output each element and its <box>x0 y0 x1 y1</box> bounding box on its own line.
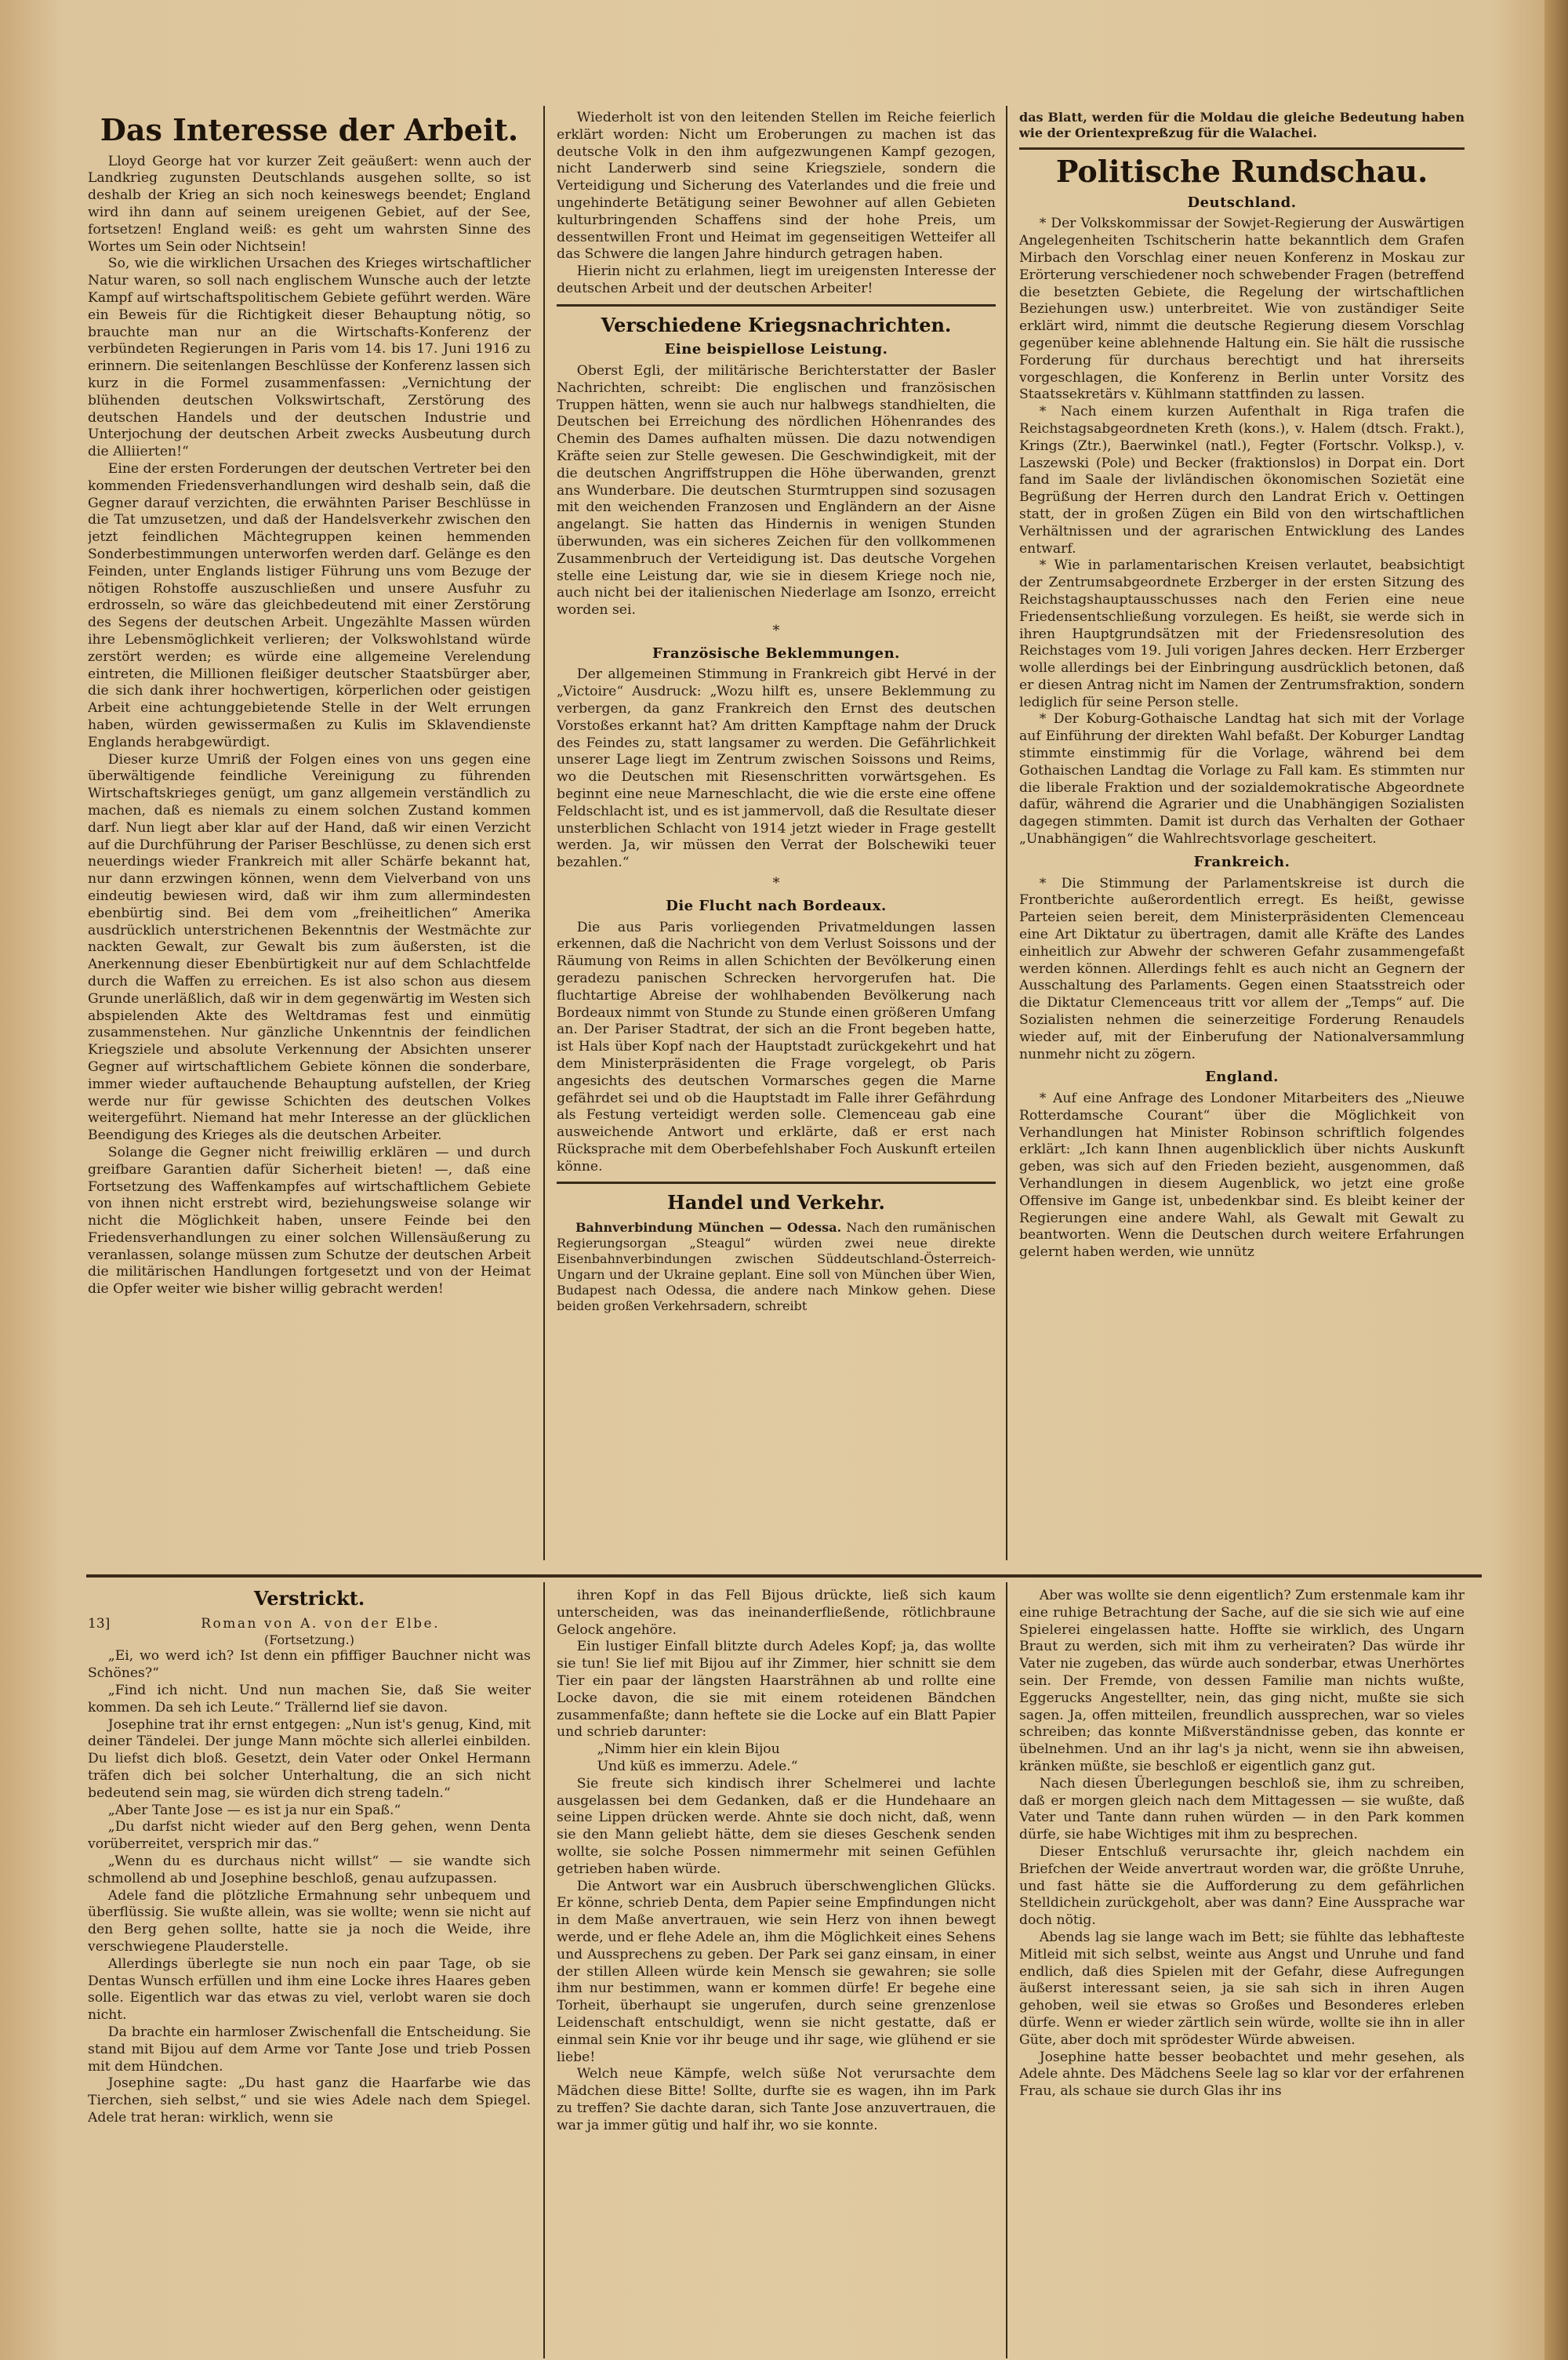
serial-number: 13] <box>88 1615 111 1632</box>
serial-paragraph: Dieser Entschluß verursachte ihr, gleich nachdem ein Briefchen der Weide anvertraut worden war, die größte Unruhe, und fast hätte sie die Aufforderung zu dem gefährlichen Stelldichein zurückgeholt, aber was dann? Eine Aussprache war doch nötig. <box>1019 1843 1465 1929</box>
feuilleton-separator <box>86 1574 1482 1578</box>
section-title-handel: Handel und Verkehr. <box>667 1191 885 1214</box>
column-divider-1 <box>543 106 545 1560</box>
news-item: * Der Volkskommissar der Sowjet-Regierung der Auswärtigen Angelegenheiten Tschitscherin hatte bekanntlich dem Grafen Mirbach den Vorschlag einer neuen Konferenz in Moskau zur Erörterung verschiedener noch schwebender Fragen (betreffend die besetzten Gebiete, die Regelung der wirtschaftlichen Beziehungen usw.) unterbreitet. Wie von zuständiger Seite erklärt wird, nimmt die deutsche Regierung diesem Vorschlag gegenüber keine ablehnende Haltung ein. Sie hält die russische Forderung für durchaus berechtigt und hat ihrerseits vorgeschlagen, die Konferenz in Berlin unter Vorsitz des Staatssekretärs v. Kühlmann stattfinden zu lassen. <box>1019 216 1465 403</box>
serial-paragraph: „Aber Tante Jose — es ist ja nur ein Spaß.“ <box>107 1802 401 1818</box>
serial-paragraph: Adele fand die plötzliche Ermahnung sehr unbequem und überflüssig. Sie wußte allein, was sie wollte; wenn sie nicht auf den Berg gehen sollte, hatte sie ja noch die Weide, ihre verschwiegene Plauderstelle. <box>88 1887 531 1955</box>
news-england <box>1019 1091 1465 1262</box>
news-item: * Auf eine Anfrage des Londoner Mitarbeiters des „Nieuwe Rotterdamsche Courant“ über die Möglichkeit von Verhandlungen hat Minister Robinson schriftlich folgendes erklärt: „Ich kann Ihnen augenblicklich über nichts Auskunft geben, was sich auf den Frieden bezieht, ausgenommen, daß Verhandlungen in diesem Augenblick, wo jetzt eine große Offensive im Gange ist, unbedenkbar sind. Es bleibt keiner der Regierungen eine andere Wahl, als Gewalt mit Gewalt zu beantworten. Wenn die Deutschen durch weitere Erfahrungen gelernt haben werden, wie unnütz <box>1019 1091 1465 1261</box>
trade-continuation: das Blatt, werden für die Moldau die gleiche Bedeutung haben wie der Orientexpreßzug für die Walachei. <box>1019 110 1465 140</box>
serial-paragraph: ihren Kopf in das Fell Bijous drückte, ließ sich kaum unterscheiden, was das ineinanderfließende, rötlichbraune Gelock angehöre. <box>557 1588 996 1638</box>
serial-paragraph: Sie freute sich kindisch ihrer Schelmerei und lachte ausgelassen bei dem Gedanken, daß er die Hundehaare an seine Lippen drücken werde. Ahnte sie doch nicht, daß, wenn sie den Mann geliebt hätte, dem sie dieses Geschenk senden wollte, sie solche Possen nimmermehr mit seinen Gefühlen getrieben haben würde. <box>557 1775 996 1877</box>
article-title-interesse: Das Interesse der Arbeit. <box>100 112 519 147</box>
serial-column-2 <box>557 1588 996 2352</box>
serial-text-1 <box>88 1648 531 2126</box>
serial-paragraph: „Du darfst nicht wieder auf den Berg gehen, wenn Denta vorüberreitet, versprich mir das.“ <box>88 1819 531 1853</box>
separator-star: * <box>772 875 780 892</box>
serial-paragraph: „Wenn du es durchaus nicht willst“ — sie wandte sich schmollend ab und Josephine beschloß, genau aufzupassen. <box>88 1853 531 1886</box>
serial-byline: Roman von A. von der Elbe. <box>201 1615 441 1632</box>
news-item: * Der Koburg-Gothaische Landtag hat sich mit der Vorlage auf Einführung der direkten Wahl befaßt. Der Koburger Landtag stimmte einstimmig für die Vorlage, während bei dem Gothaischen Landtag die Vorlage zu Fall kam. Es stimmten nur die liberale Fraktion und der sozialdemokratische Abgeordnete dafür, während die Agrarier und die Unabhängigen Sozialisten dagegen stimmten. Damit ist durch das Verhalten der Gothaer „Unabhängigen“ die Wahlrechtsvorlage gescheitert. <box>1019 711 1465 848</box>
serial-column-3 <box>1019 1588 1465 2352</box>
country-head-frankreich: Frankreich. <box>1193 853 1290 870</box>
serial-paragraph: Abends lag sie lange wach im Bett; sie fühlte das lebhafteste Mitleid mit sich selbst, weinte aus Angst und Unruhe und fand endlich, daß dies Spielen mit der Gefahr, diese Aufregungen äußerst interessant seien, ja sie sah sich in ihren Augen gehoben, weil sie etwas so Großes und Besonderes erleben dürfe. Wenn er wieder zärtlich sein würde, wollte sie ihn in aller Güte, aber doch mit sprödester Würde abweisen. <box>1019 1929 1465 2048</box>
serial-paragraph: Josephine sagte: „Du hast ganz die Haarfarbe wie das Tierchen, sieh selbst,“ und sie wies Adele nach dem Spiegel. Adele trat heran: wirklich, wenn sie <box>88 2075 531 2126</box>
serial-divider-1 <box>543 1582 545 2358</box>
trade-subhead: Bahnverbindung München — Odessa. <box>575 1220 842 1236</box>
serial-text-2 <box>557 1588 996 2135</box>
paragraph: Hierin nicht zu erlahmen, liegt im ureigensten Interesse der deutschen Arbeit und der deutschen Arbeiter! <box>557 263 996 296</box>
column-3 <box>1019 110 1465 1568</box>
serial-paragraph: Da brachte ein harmloser Zwischenfall die Entscheidung. Sie stand mit Bijou auf dem Arme vor Tante Jose und trieb Possen mit dem Hündchen. <box>88 2024 531 2075</box>
paragraph: So, wie die wirklichen Ursachen des Krieges wirtschaftlicher Natur waren, so soll nach englischem Wunsche auch der letzte Kampf auf wirtschaftspolitischem Gebiete geführt werden. Wäre ein Beweis für die Richtigkeit dieser Behauptung nötig, so brauchte man nur an die Wirtschafts-Konferenz der verbündeten Regierungen in Paris vom 14. bis 17. Juni 1916 zu erinnern. Die seitenlangen Beschlüsse der Konferenz lassen sich kurz in die Formel zusammenfassen: „Vernichtung der blühenden deutschen Volkswirtschaft, Zerstörung des deutschen Handels und der deutschen Industrie und Unterjochung der deutschen Arbeit zwecks Ausbeutung durch die Alliierten!“ <box>88 256 531 460</box>
serial-title: Verstrickt. <box>253 1588 365 1610</box>
paragraph: Lloyd George hat vor kurzer Zeit geäußert: wenn auch der Landkrieg zugunsten Deutschlands ausgehen sollte, so ist deshalb der Krieg an sich noch keineswegs beendet; England wird ihn dann auf seinem ureigenen Gebiet, auf der See, fortsetzen! England weiß: es geht um wahrsten Sinne des Wortes um Sein oder Nichtsein! <box>88 153 531 255</box>
section-rule <box>557 1182 996 1184</box>
serial-paragraph: Josephine hatte besser beobachtet und mehr gesehen, als Adele ahnte. Des Mädchens Seele lag so klar vor der erfahrenen Frau, als schaue sie durch Glas ihr ins <box>1019 2049 1465 2100</box>
serial-paragraph: Welch neue Kämpfe, welch süße Not verursachte dem Mädchen diese Bitte! Sollte, durfte sie es wagen, ihn im Park zu treffen? Sie dachte daran, sich Tante Jose anzuvertrauen, die war ja immer gütig und half ihr, wo sie konnte. <box>557 2066 996 2133</box>
serial-paragraph: Die Antwort war ein Ausbruch überschwenglichen Glücks. Er könne, schrieb Denta, dem Papier seine Empfindungen nicht in dem Maße anvertrauen, wie sein Herz von ihnen bewegt werde, und er flehe Adele an, ihm die Möglichkeit eines Sehens und Aussprechens zu geben. Der Park sei ganz einsam, in einer der stillen Alleen würde kein Mensch sie gewahren; sie solle ihm nur bestimmen, wann er kommen dürfe! Er begehe eine Torheit, überhaupt sie ungerufen, durch seine grenzenlose Leidenschaft entschuldigt, wenn sie nicht gestatte, daß er einmal sein Knie vor ihr beuge und ihr sage, wie glühend er sie liebe! <box>557 1878 996 2065</box>
serial-column-1 <box>88 1588 531 2352</box>
country-head-england: England. <box>1205 1069 1279 1086</box>
subhead-bordeaux: Die Flucht nach Bordeaux. <box>666 897 887 914</box>
serial-paragraph: Nach diesen Überlegungen beschloß sie, ihm zu schreiben, daß er morgen gleich nach dem Mittagessen — sie wußte, daß Vater und Tante dann ruhen würden — in den Park kommen dürfe, sie habe Wichtiges mit ihm zu besprechen. <box>1019 1775 1465 1843</box>
trade-text: Nach den rumänischen Regierungsorgan „Steagul“ würden zwei neue direkte Eisenbahnverbindungen zwischen Süddeutschland-Österreich-Ungarn und der Ukraine geplant. Eine soll von München über Wien, Budapest nach Odessa, die andere nach Minkow gehen. Diese beiden großen Verkehrsadern, schreibt <box>557 1220 996 1314</box>
article-continuation <box>557 110 996 298</box>
serial-byline-row <box>88 1616 531 1633</box>
news-frankreich <box>1019 876 1465 1064</box>
text-bordeaux: Die aus Paris vorliegenden Privatmeldungen lassen erkennen, daß die Nachricht von dem Verlust Soissons und der Räumung von Reims in allen Schichten der Bevölkerung einen geradezu panischen Schrecken hervorgerufen hat. Die fluchtartige Abreise der wohlhabenden Bevölkerung nach Bordeaux nimmt von Stunde zu Stunde einen größeren Umfang an. Der Pariser Stadtrat, der sich an die Front begeben hatte, ist Hals über Kopf nach der Hauptstadt zurückgekehrt und hat dem Ministerpräsidenten die Frage vorgelegt, ob Paris angesichts des deutschen Vormarsches gegen die Marne gefährdet sei und ob die Hauptstadt im Falle ihrer Gefährdung als Festung verteidigt werden solle. Clemenceau gab eine ausweichende Antwort und erklärte, daß er erst nach Rücksprache mit dem Oberbefehlshaber Foch Auskunft erteilen könne. <box>557 919 996 1175</box>
serial-paragraph: „Ei, wo werd ich? Ist denn ein pfiffiger Bauchner nicht was Schönes?“ <box>88 1648 531 1682</box>
news-item: * Die Stimmung der Parlamentskreise ist durch die Frontberichte außerordentlich erregt. Es heißt, gewisse Parteien seien bereit, dem Ministerpräsidenten Clemenceau eine Art Diktatur zu übertragen, damit alle Kräfte des Landes einheitlich zur Abwehr der schweren Gefahr zusammengefaßt werden können. Allerdings fehlt es auch nicht an Gegnern der Ausschaltung des Parlaments. Gegen einen Staatsstreich oder die Diktatur Clemenceaus tritt vor allem der „Temps“ auf. Die Sozialisten nehmen die seinerzeitige Forderung Renaudels wieder auf, mit der Einberufung der Nationalversammlung nunmehr nicht zu zögern. <box>1019 875 1465 1062</box>
serial-paragraph: Allerdings überlegte sie nun noch ein paar Tage, ob sie Dentas Wunsch erfüllen und ihm eine Locke ihres Haares geben solle. Eigentlich war das etwas zu viel, verlobt waren sie doch nicht. <box>88 1955 531 2024</box>
country-head-deutschland: Deutschland. <box>1187 194 1297 211</box>
news-item: * Wie in parlamentarischen Kreisen verlautet, beabsichtigt der Zentrumsabgeordnete Erzberger in der ersten Sitzung des Reichstagshauptausschusses nach den Ferien eine neue Friedensentschließung vorzulegen. Es heißt, sie werde sich in ihren Hauptgrundsätzen mit der Friedensresolution des Reichstages vom 19. Juli vorigen Jahres decken. Herr Erzberger wolle allerdings bei der Einbringung ausdrücklich betonen, daß er diesen Antrag nicht im Namen der Zentrumsfraktion, sondern lediglich für seine Person stelle. <box>1019 557 1465 710</box>
section-rule <box>557 304 996 307</box>
article-body-interesse <box>88 154 531 1298</box>
section-title-kriegsnachrichten: Verschiedene Kriegsnachrichten. <box>601 313 952 336</box>
paragraph: Dieser kurze Umriß der Folgen eines von uns gegen eine überwältigende feindliche Vereinigung zu führenden Wirtschaftskrieges genügt, um ganz allgemein verständlich zu machen, daß es niemals zu einem solchen Zustand kommen darf. Nun liegt aber klar auf der Hand, daß wir einen Verzicht auf die Durchführung der Pariser Beschlüsse, zu denen sich erst neuerdings wieder Frankreich mit aller Schärfe bekannt hat, nur dann erzwingen können, wenn dem Vielverband von uns eindeutig bewiesen wird, daß wir ihm zum allermindesten ebenbürtig sind. Bei dem vom „freiheitlichen“ Amerika ausdrücklich unterstrichenen Bekenntnis der Westmächte zur nackten Gewalt, zur Gewalt bis zum äußersten, ist die Anerkennung dieser Ebenbürtigkeit nur auf dem Schlachtfelde durch die Waffen zu erreichen. Es ist also schon aus diesem Grunde unerläßlich, daß wir in dem gegenwärtig im Westen sich abspielenden Akte des Weltdramas fest und einmütig zusammenstehen. Nur gänzliche Unkenntnis der feindlichen Kriegsziele und absolute Verkennung der Absichten unserer Gegner auf wirtschaftlichem Gebiete können die sonderbare, immer wieder auftauchende Behauptung aufstellen, der Krieg werde nur für gewisse Schichten des deutschen Volkes weitergeführt. Niemand hat mehr Interesse an der glücklichen Beendigung des Krieges als die deutschen Arbeiter. <box>88 751 531 1144</box>
separator-star: * <box>772 623 780 639</box>
serial-paragraph: Josephine trat ihr ernst entgegen: „Nun ist's genug, Kind, mit deiner Tändelei. Der junge Mann möchte sich allerlei einbilden. Du liefst dich bloß. Gesetzt, dein Vater oder Onkel Hermann träfen dich bei solcher Unterhaltung, die an sich nicht bedeutend sein mag, sie würden dich streng tadeln.“ <box>88 1716 531 1801</box>
column-2 <box>557 110 996 1568</box>
serial-divider-2 <box>1006 1582 1007 2358</box>
serial-text-3 <box>1019 1588 1465 2100</box>
news-item: * Nach einem kurzen Aufenthalt in Riga trafen die Reichstagsabgeordneten Kreth (kons.), v. Halem (dtsch. Frakt.), Krings (Ztr.), Baerwinkel (natl.), Fegter (Fortschr. Volksp.), v. Laszewski (Pole) und Becker (fraktionslos) in Dorpat ein. Dort fand im Saale der livländischen ökonomischen Sozietät eine Begrüßung der Herren durch den Landrat Erich v. Oettingen statt, der in großen Zügen ein Bild von den wirtschaftlichen Verhältnissen und der agrarischen Entwicklung des Landes entwarf. <box>1019 404 1465 557</box>
section-rule <box>1019 147 1465 150</box>
text-leistung: Oberst Egli, der militärische Berichterstatter der Basler Nachrichten, schreibt: Die englischen und französischen Truppen hätten, wenn sie auch nur halbwegs standhielten, die Deutschen bei Erreichung des nördlichen Höhenrandes des Chemin des Dames aufhalten müssen. Die dazu notwendigen Kräfte seien zur Stelle gewesen. Die Geschwindigkeit, mit der die deutschen Angriffstruppen die Höhe überwanden, grenzt ans Wunderbare. Die deutschen Sturmtruppen sind sozusagen mit den weichenden Franzosen und Engländern an der Aisne angelangt. Sie hatten das Hindernis in wenigen Stunden überwunden, was ein sicheres Zeichen für den vollkommenen Zusammenbruch der Verteidigung ist. Das deutsche Vorgehen stelle eine Leistung dar, wie sie in diesem Kriege noch nie, auch nicht bei der italienischen Niederlage am Isonzo, erreicht worden sei. <box>557 363 996 619</box>
section-title-rundschau: Politische Rundschau. <box>1055 154 1428 189</box>
serial-paragraph: Aber was wollte sie denn eigentlich? Zum erstenmale kam ihr eine ruhige Betrachtung der Sache, auf die sie sich wie auf eine Spielerei eingelassen hatte. Hoffte sie wirklich, des Ungarn Braut zu werden, sich mit ihm zu verheiraten? Das würde ihr Vater nie zugeben, das würde auch sonderbar, etwas Unerhörtes sein. Der Fremde, von dessen Familie man nichts wußte, Eggerucks Angestellter, nein, das ging nicht, mußte sie sich sagen. Ja, offen mitteilen, freundlich aussprechen, war so vieles schreiben; das konnte Mißverständnisse geben, das konnte er übelnehmen. Und an ihr lag's ja nicht, wenn sie ihn abweisen, kränken müßte, sie beschloß er eigentlich ganz gut. <box>1019 1588 1465 1774</box>
news-deutschland <box>1019 216 1465 848</box>
paragraph: Eine der ersten Forderungen der deutschen Vertreter bei den kommenden Friedensverhandlungen wird deshalb sein, daß die Gegner darauf verzichten, die erwähnten Pariser Beschlüsse in die Tat umzusetzen, und daß der Handelsverkehr zwischen den jetzt feindlichen Mächtegruppen keinen hemmenden Sonderbestimmungen unterworfen werden darf. Gelänge es den Feinden, unter Englands listiger Führung uns vom Bezuge der nötigen Rohstoffe auszuschließen und unsere Ausfuhr zu erdrosseln, so wäre das gleichbedeutend mit einer Zerstörung des Segens der deutschen Arbeit. Ungezählte Massen würden ihre Lebensmöglichkeit verlieren; der Volkswohlstand würde zerstört werden; es würde eine allgemeine Verelendung eintreten, die Millionen fleißiger deutscher Staatsbürger aber, die sich dank ihrer hochwertigen, körperlichen oder geistigen Arbeit eine achtunggebietende Stelle in der Welt errungen haben, würden gewissermaßen zu Kulis im Sklavendienste Englands herabgewürdigt. <box>88 461 531 750</box>
paragraph: Solange die Gegner nicht freiwillig erklären — und durch greifbare Garantien dafür Sicherheit bieten! —, daß eine Fortsetzung des Waffenkampfes auf wirtschaftlichem Gebiete von ihnen nicht erstrebt wird, beziehungsweise solange wir nicht die Möglichkeit haben, unsere Feinde bei den Friedensverhandlungen zu einer solchen Willensäußerung zu veranlassen, solange müssen zum Schutze der deutschen Arbeit die militärischen Handlungen fortgesetzt und von der Heimat die Opfer weiter wie bisher willig gebracht werden! <box>88 1144 531 1298</box>
serial-note: (Fortsetzung.) <box>264 1632 354 1648</box>
page-edge <box>1544 0 1568 2360</box>
serial-paragraph: „Nimm hier ein klein Bijou Und küß es immerzu. Adele.“ <box>597 1741 798 1774</box>
serial-paragraph: Ein lustiger Einfall blitzte durch Adeles Kopf; ja, das wollte sie tun! Sie lief mit Bijou auf ihr Zimmer, hier schnitt sie dem Tier ein paar der längsten Haarsträhnen ab und rollte eine Locke davon, die sie mit einem roteidenen Bändchen zusammenfaßte; dann heftete sie die Locke auf ein Blatt Papier und schrieb darunter: <box>557 1639 996 1741</box>
text-beklemmungen: Der allgemeinen Stimmung in Frankreich gibt Hervé in der „Victoire“ Ausdruck: „Wozu hilft es, unsere Beklemmung zu verbergen, da ganz Frankreich den Ernst des deutschen Vorstoßes erkannt hat? Am dritten Kampftage nahm der Druck des Feindes zu, statt langsamer zu werden. Die Gefährlichkeit unserer Lage liegt im Zentrum zwischen Soissons und Reims, wo die Deutschen mit Riesenschritten vorwärtsgehen. Es beginnt eine neue Marneschlacht, die wie die erste eine offene Feldschlacht ist, und es ist jammervoll, daß die Resultate dieser unsterblichen Schlacht von 1914 jetzt wieder in Frage gestellt werden. Ja, wir müssen den Verrat der Bolschewiki teuer bezahlen.“ <box>557 666 996 871</box>
subhead-beklemmungen: Französische Beklemmungen. <box>652 644 900 662</box>
serial-paragraph: „Find ich nicht. Und nun machen Sie, daß Sie weiter kommen. Da seh ich Leute.“ Trällernd lief sie davon. <box>88 1682 531 1716</box>
subhead-leistung: Eine beispiellose Leistung. <box>664 341 888 358</box>
column-1 <box>88 110 531 1568</box>
column-divider-2 <box>1006 106 1007 1560</box>
paragraph: Wiederholt ist von den leitenden Stellen im Reiche feierlich erklärt worden: Nicht um Eroberungen zu machen ist das deutsche Volk in den ihm aufgezwungenen Kampf gezogen, nicht Landerwerb sind seine Kriegsziele, sondern die Verteidigung und Sicherung des Vaterlandes und die freie und ungehinderte Betätigung seiner Bewohner auf allen Gebieten kulturbringenden Schaffens sind der hohe Preis, um dessentwillen Front und Heimat im gegenseitigen Wetteifer all das Schwere die langen Jahre hindurch getragen haben. <box>557 110 996 263</box>
